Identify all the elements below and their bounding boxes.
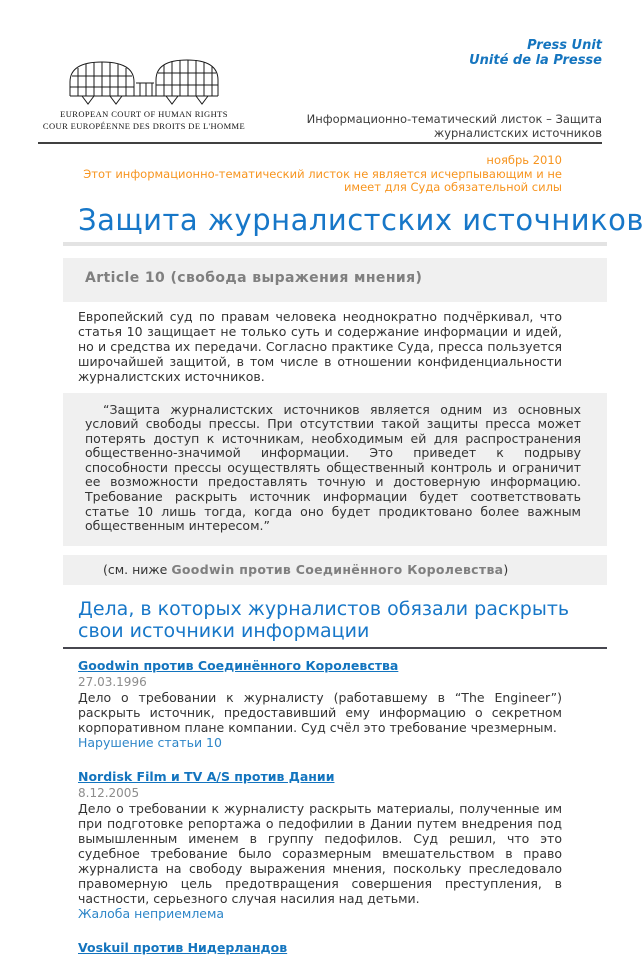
case-nordisk-outcome: Жалоба неприемлема [78,905,225,921]
notice-disclaimer: Этот информационно-тематический листок не является исчерпывающим и не имеет для Суда обязательной силы [83,166,562,194]
logo-caption-en: EUROPEAN COURT OF HUMAN RIGHTS [60,109,228,119]
see-below-prefix: (см. ниже [103,561,172,577]
header-divider [38,142,602,144]
see-below-case-ref: Goodwin против Соединённого Королевства [171,561,504,577]
case-goodwin-outcome: Нарушение статьи 10 [78,734,222,750]
case-goodwin-date: 27.03.1996 [78,674,147,689]
case-voskuil-link[interactable]: Voskuil против Нидерландов [78,939,288,955]
case-nordisk-description: Дело о требовании к журналисту раскрыть материалы, полученные им при подготовке репортажа о педофилии в Дании путем внедрения под вымышленным именем в группу педофилов. Суд решил, что это судебное требование было соразмерным вмешательством в право журналиста на свободу выражения мнения, поскольку преследовало правомерную цель предотвращения совершения преступления, в частности, серьезного случая насилия над детьми. [78,800,562,906]
see-below-box [63,555,607,585]
article-10-box [63,258,607,302]
section-divider [63,647,607,649]
case-goodwin [78,655,562,750]
case-goodwin-link[interactable]: Goodwin против Соединённого Королевства [78,657,399,673]
title-divider [63,242,607,246]
press-unit-line-fr: Unité de la Presse [469,53,602,68]
section-heading: Дела, в которых журналистов обязали раскрыть свои источники информации [78,597,570,642]
page-title: Защита журналистских источников [78,202,644,237]
case-nordisk-date: 8.12.2005 [78,785,140,800]
case-nordisk-link[interactable]: Nordisk Film и TV A/S против Дании [78,768,335,784]
court-quote: “Защита журналистских источников является одним из основных условий свободы прессы. При отсутствии такой защиты пресса может потерять доступ к источникам, необходимым ей для распространения общественно-значимой информации. Это приведет к подрыву способности прессы осуществлять общественный контроль и ограничит ее возможности предоставлять точную и достоверную информацию. Требование раскрыть источник информации будет соответствовать статье 10 лишь тогда, когда оно будет продиктовано более важным общественным интересом.” [85,401,581,534]
case-voskuil [78,937,562,956]
factsheet-title-label: Информационно-тематический листок – Защита журналистских источников [306,112,602,140]
case-nordisk [78,766,562,921]
logo-caption-fr: COUR EUROPÉENNE DES DROITS DE L'HOMME [42,121,246,131]
article-10-label: Article 10 (свобода выражения мнения) [85,269,423,286]
see-below-suffix: ) [503,561,509,577]
document-header [0,0,640,144]
echr-logo-block [38,56,250,132]
notice-date: ноябрь 2010 [486,153,562,167]
quote-box [63,393,607,546]
notice-block [78,154,562,195]
intro-paragraph: Европейский суд по правам человека неоднократно подчёркивал, что статья 10 защищает не только суть и содержание информации и идей, но и средства их передачи. Согласно практике Суда, пресса пользуется широчайшей защитой, в том числе в отношении конфиденциальности журналистских источников. [78,308,562,384]
press-unit-line-en: Press Unit [527,38,602,53]
case-goodwin-description: Дело о требовании к журналисту (работавшему в “The Engineer”) раскрыть источник, предоставивший ему информацию о секретном корпоративном плане компании. Суд счёл это требование чрезмерным. [78,689,562,735]
echr-building-logo-icon [56,56,232,108]
press-unit-label [469,38,602,68]
